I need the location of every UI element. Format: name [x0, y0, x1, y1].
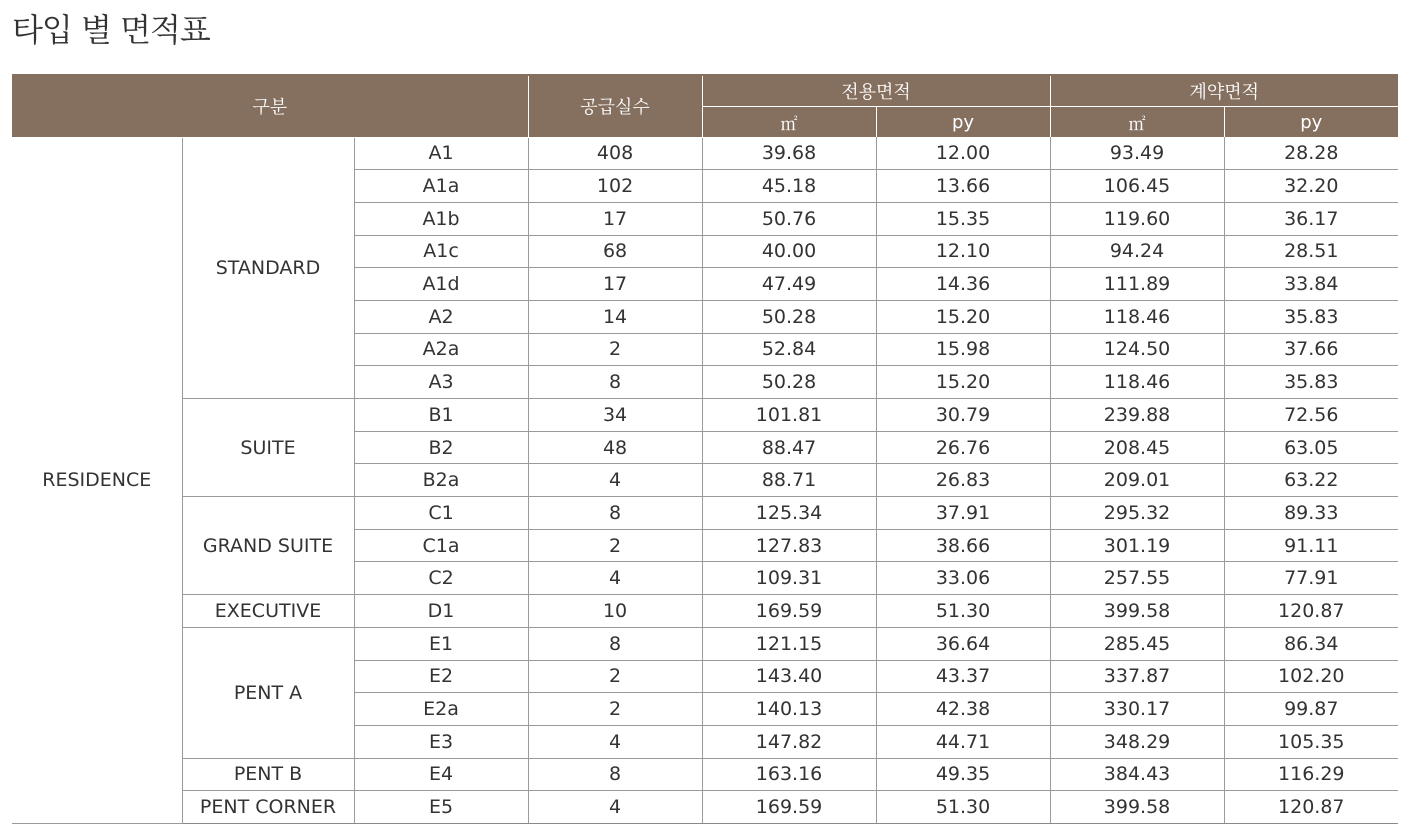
header-category: 구분 — [12, 75, 528, 137]
exclusive-py-cell: 33.06 — [876, 562, 1050, 595]
units-cell: 68 — [528, 235, 702, 268]
contract-m2-cell: 124.50 — [1050, 333, 1224, 366]
contract-py-cell: 72.56 — [1224, 399, 1398, 432]
contract-m2-cell: 295.32 — [1050, 497, 1224, 530]
contract-m2-cell: 209.01 — [1050, 464, 1224, 497]
units-cell: 4 — [528, 791, 702, 824]
header-exclusive-area: 전용면적 — [702, 75, 1050, 107]
exclusive-m2-cell: 121.15 — [702, 627, 876, 660]
contract-py-cell: 37.66 — [1224, 333, 1398, 366]
contract-py-cell: 35.83 — [1224, 366, 1398, 399]
exclusive-py-cell: 43.37 — [876, 660, 1050, 693]
type-cell: E2 — [354, 660, 528, 693]
units-cell: 4 — [528, 725, 702, 758]
group-name-cell: PENT CORNER — [182, 791, 354, 824]
contract-py-cell: 120.87 — [1224, 791, 1398, 824]
contract-m2-cell: 111.89 — [1050, 268, 1224, 301]
type-cell: C1 — [354, 497, 528, 530]
exclusive-m2-cell: 52.84 — [702, 333, 876, 366]
header-exclusive-m2: ㎡ — [702, 107, 876, 138]
exclusive-m2-cell: 50.28 — [702, 300, 876, 333]
type-cell: A1c — [354, 235, 528, 268]
exclusive-py-cell: 51.30 — [876, 791, 1050, 824]
contract-py-cell: 99.87 — [1224, 693, 1398, 726]
exclusive-m2-cell: 143.40 — [702, 660, 876, 693]
exclusive-py-cell: 15.20 — [876, 366, 1050, 399]
contract-m2-cell: 384.43 — [1050, 758, 1224, 791]
type-cell: A3 — [354, 366, 528, 399]
contract-py-cell: 33.84 — [1224, 268, 1398, 301]
type-cell: E2a — [354, 693, 528, 726]
table-row — [12, 497, 1398, 530]
header-exclusive-py: py — [876, 107, 1050, 138]
units-cell: 17 — [528, 202, 702, 235]
contract-py-cell: 102.20 — [1224, 660, 1398, 693]
contract-m2-cell: 93.49 — [1050, 137, 1224, 170]
exclusive-py-cell: 12.10 — [876, 235, 1050, 268]
exclusive-m2-cell: 101.81 — [702, 399, 876, 432]
contract-m2-cell: 208.45 — [1050, 431, 1224, 464]
type-cell: B2 — [354, 431, 528, 464]
type-cell: E1 — [354, 627, 528, 660]
header-units: 공급실수 — [528, 75, 702, 137]
units-cell: 408 — [528, 137, 702, 170]
exclusive-m2-cell: 109.31 — [702, 562, 876, 595]
exclusive-py-cell: 30.79 — [876, 399, 1050, 432]
contract-m2-cell: 285.45 — [1050, 627, 1224, 660]
exclusive-py-cell: 37.91 — [876, 497, 1050, 530]
type-cell: A1 — [354, 137, 528, 170]
type-cell: A1a — [354, 170, 528, 203]
exclusive-m2-cell: 125.34 — [702, 497, 876, 530]
exclusive-m2-cell: 88.47 — [702, 431, 876, 464]
table-header — [12, 75, 1398, 137]
type-cell: A1d — [354, 268, 528, 301]
contract-m2-cell: 257.55 — [1050, 562, 1224, 595]
exclusive-m2-cell: 39.68 — [702, 137, 876, 170]
contract-m2-cell: 119.60 — [1050, 202, 1224, 235]
page-title: 타입 별 면적표 — [12, 11, 210, 49]
table-row — [12, 399, 1398, 432]
contract-py-cell: 77.91 — [1224, 562, 1398, 595]
contract-m2-cell: 337.87 — [1050, 660, 1224, 693]
exclusive-py-cell: 26.83 — [876, 464, 1050, 497]
contract-py-cell: 86.34 — [1224, 627, 1398, 660]
exclusive-py-cell: 26.76 — [876, 431, 1050, 464]
type-cell: C2 — [354, 562, 528, 595]
type-cell: B1 — [354, 399, 528, 432]
exclusive-py-cell: 44.71 — [876, 725, 1050, 758]
exclusive-m2-cell: 40.00 — [702, 235, 876, 268]
exclusive-m2-cell: 50.76 — [702, 202, 876, 235]
contract-m2-cell: 399.58 — [1050, 595, 1224, 628]
units-cell: 2 — [528, 333, 702, 366]
exclusive-py-cell: 15.98 — [876, 333, 1050, 366]
exclusive-py-cell: 38.66 — [876, 529, 1050, 562]
table-row — [12, 627, 1398, 660]
exclusive-m2-cell: 50.28 — [702, 366, 876, 399]
contract-m2-cell: 301.19 — [1050, 529, 1224, 562]
contract-py-cell: 105.35 — [1224, 725, 1398, 758]
units-cell: 2 — [528, 693, 702, 726]
group-name-cell: STANDARD — [182, 137, 354, 399]
exclusive-m2-cell: 47.49 — [702, 268, 876, 301]
units-cell: 4 — [528, 562, 702, 595]
type-cell: E4 — [354, 758, 528, 791]
units-cell: 48 — [528, 431, 702, 464]
header-contract-area: 계약면적 — [1050, 75, 1398, 107]
contract-py-cell: 91.11 — [1224, 529, 1398, 562]
exclusive-py-cell: 42.38 — [876, 693, 1050, 726]
exclusive-py-cell: 51.30 — [876, 595, 1050, 628]
contract-m2-cell: 348.29 — [1050, 725, 1224, 758]
exclusive-py-cell: 15.20 — [876, 300, 1050, 333]
contract-py-cell: 116.29 — [1224, 758, 1398, 791]
group-name-cell: SUITE — [182, 399, 354, 497]
exclusive-py-cell: 12.00 — [876, 137, 1050, 170]
exclusive-m2-cell: 169.59 — [702, 791, 876, 824]
type-cell: A2a — [354, 333, 528, 366]
type-cell: D1 — [354, 595, 528, 628]
contract-py-cell: 35.83 — [1224, 300, 1398, 333]
contract-py-cell: 89.33 — [1224, 497, 1398, 530]
table-row — [12, 758, 1398, 791]
header-contract-py: py — [1224, 107, 1398, 138]
exclusive-py-cell: 15.35 — [876, 202, 1050, 235]
type-cell: B2a — [354, 464, 528, 497]
exclusive-m2-cell: 169.59 — [702, 595, 876, 628]
type-cell: C1a — [354, 529, 528, 562]
group-name-cell: PENT B — [182, 758, 354, 791]
contract-py-cell: 120.87 — [1224, 595, 1398, 628]
type-cell: E3 — [354, 725, 528, 758]
contract-m2-cell: 118.46 — [1050, 366, 1224, 399]
contract-m2-cell: 239.88 — [1050, 399, 1224, 432]
top-category-cell: RESIDENCE — [12, 137, 182, 823]
contract-m2-cell: 330.17 — [1050, 693, 1224, 726]
group-name-cell: EXECUTIVE — [182, 595, 354, 628]
contract-py-cell: 63.22 — [1224, 464, 1398, 497]
units-cell: 2 — [528, 529, 702, 562]
type-cell: A2 — [354, 300, 528, 333]
units-cell: 8 — [528, 497, 702, 530]
table-body — [12, 137, 1398, 823]
table-row — [12, 595, 1398, 628]
contract-py-cell: 28.28 — [1224, 137, 1398, 170]
type-cell: A1b — [354, 202, 528, 235]
area-table — [12, 74, 1398, 824]
units-cell: 2 — [528, 660, 702, 693]
units-cell: 8 — [528, 366, 702, 399]
units-cell: 14 — [528, 300, 702, 333]
contract-m2-cell: 106.45 — [1050, 170, 1224, 203]
header-contract-m2: ㎡ — [1050, 107, 1224, 138]
contract-py-cell: 32.20 — [1224, 170, 1398, 203]
group-name-cell: GRAND SUITE — [182, 497, 354, 595]
type-cell: E5 — [354, 791, 528, 824]
table-row — [12, 791, 1398, 824]
exclusive-m2-cell: 140.13 — [702, 693, 876, 726]
units-cell: 10 — [528, 595, 702, 628]
exclusive-m2-cell: 147.82 — [702, 725, 876, 758]
contract-m2-cell: 399.58 — [1050, 791, 1224, 824]
contract-m2-cell: 118.46 — [1050, 300, 1224, 333]
exclusive-m2-cell: 127.83 — [702, 529, 876, 562]
contract-py-cell: 63.05 — [1224, 431, 1398, 464]
exclusive-m2-cell: 163.16 — [702, 758, 876, 791]
exclusive-py-cell: 36.64 — [876, 627, 1050, 660]
table-row — [12, 137, 1398, 170]
units-cell: 17 — [528, 268, 702, 301]
group-name-cell: PENT A — [182, 627, 354, 758]
contract-py-cell: 36.17 — [1224, 202, 1398, 235]
contract-py-cell: 28.51 — [1224, 235, 1398, 268]
exclusive-py-cell: 13.66 — [876, 170, 1050, 203]
exclusive-py-cell: 49.35 — [876, 758, 1050, 791]
exclusive-m2-cell: 45.18 — [702, 170, 876, 203]
units-cell: 4 — [528, 464, 702, 497]
exclusive-py-cell: 14.36 — [876, 268, 1050, 301]
units-cell: 8 — [528, 627, 702, 660]
exclusive-m2-cell: 88.71 — [702, 464, 876, 497]
contract-m2-cell: 94.24 — [1050, 235, 1224, 268]
units-cell: 102 — [528, 170, 702, 203]
units-cell: 8 — [528, 758, 702, 791]
units-cell: 34 — [528, 399, 702, 432]
